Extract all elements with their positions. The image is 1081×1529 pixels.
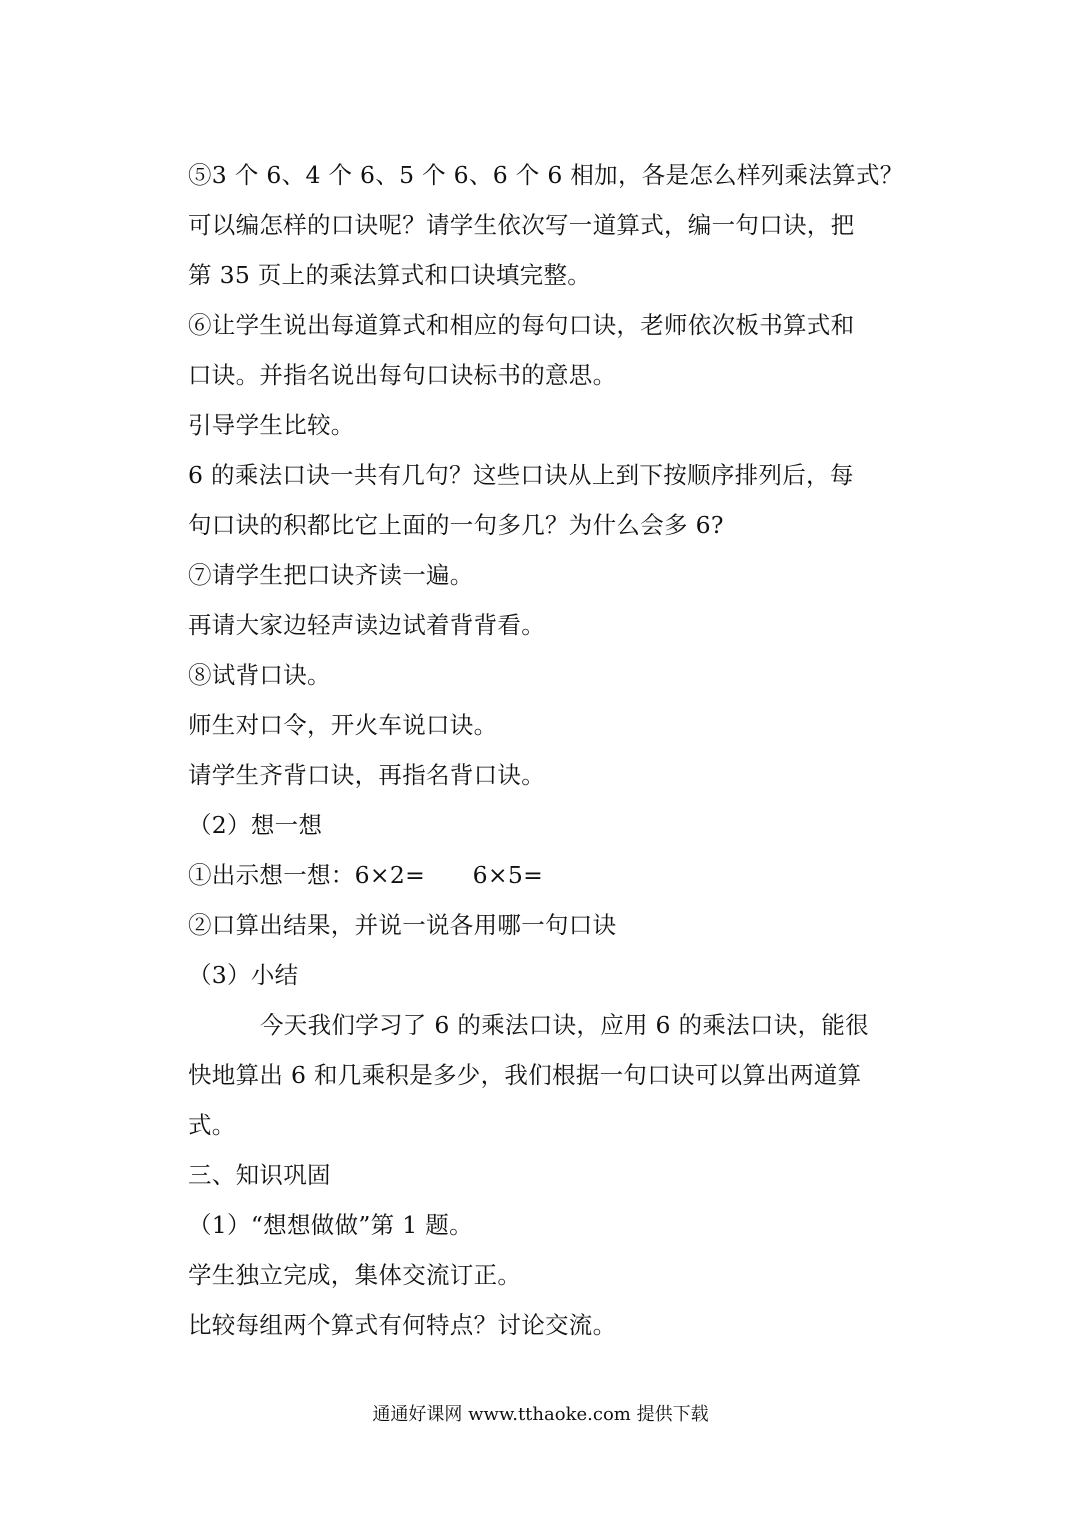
text-line: 句口诀的积都比它上面的一句多几？为什么会多 6? xyxy=(188,511,724,539)
text-line: ⑧试背口诀。 xyxy=(188,661,331,689)
text-line: 口诀。并指名说出每句口诀标书的意思。 xyxy=(188,361,617,389)
document-body xyxy=(188,150,904,1350)
page-footer: 通通好课网 www.tthaoke.com 提供下载 xyxy=(372,1404,709,1425)
text-line: 再请大家边轻声读边试着背背看。 xyxy=(188,611,545,639)
text-line: （1）“想想做做”第 1 题。 xyxy=(188,1211,473,1239)
text-line: ⑤3 个 6、4 个 6、5 个 6、6 个 6 相加，各是怎么样列乘法算式？ xyxy=(188,161,904,189)
summary-paragraph-line: 式。 xyxy=(188,1111,236,1139)
summary-paragraph-line: 快地算出 6 和几乘积是多少，我们根据一句口诀可以算出两道算 xyxy=(188,1061,862,1089)
text-line: ②口算出结果，并说一说各用哪一句口诀 xyxy=(188,911,617,939)
section-heading: （3）小结 xyxy=(188,961,299,989)
text-line: 比较每组两个算式有何特点？讨论交流。 xyxy=(188,1311,617,1339)
section-heading: 三、知识巩固 xyxy=(188,1161,331,1189)
text-line: ①出示想一想：6×2= 6×5= xyxy=(188,861,544,889)
text-line: 6 的乘法口诀一共有几句？这些口诀从上到下按顺序排列后，每 xyxy=(188,461,854,489)
summary-paragraph-line: 今天我们学习了 6 的乘法口诀，应用 6 的乘法口诀，能很 xyxy=(260,1011,869,1039)
text-line: 引导学生比较。 xyxy=(188,411,355,439)
text-line: 师生对口令，开火车说口诀。 xyxy=(188,711,498,739)
text-line: ⑥让学生说出每道算式和相应的每句口诀，老师依次板书算式和 xyxy=(188,311,855,339)
section-heading: （2）想一想 xyxy=(188,811,323,839)
text-line: 学生独立完成，集体交流订正。 xyxy=(188,1261,522,1289)
text-line: 请学生齐背口诀，再指名背口诀。 xyxy=(188,761,545,789)
text-line: 第 35 页上的乘法算式和口诀填完整。 xyxy=(188,261,592,289)
text-line: 可以编怎样的口诀呢？请学生依次写一道算式，编一句口诀，把 xyxy=(188,211,855,239)
text-line: ⑦请学生把口诀齐读一遍。 xyxy=(188,561,474,589)
